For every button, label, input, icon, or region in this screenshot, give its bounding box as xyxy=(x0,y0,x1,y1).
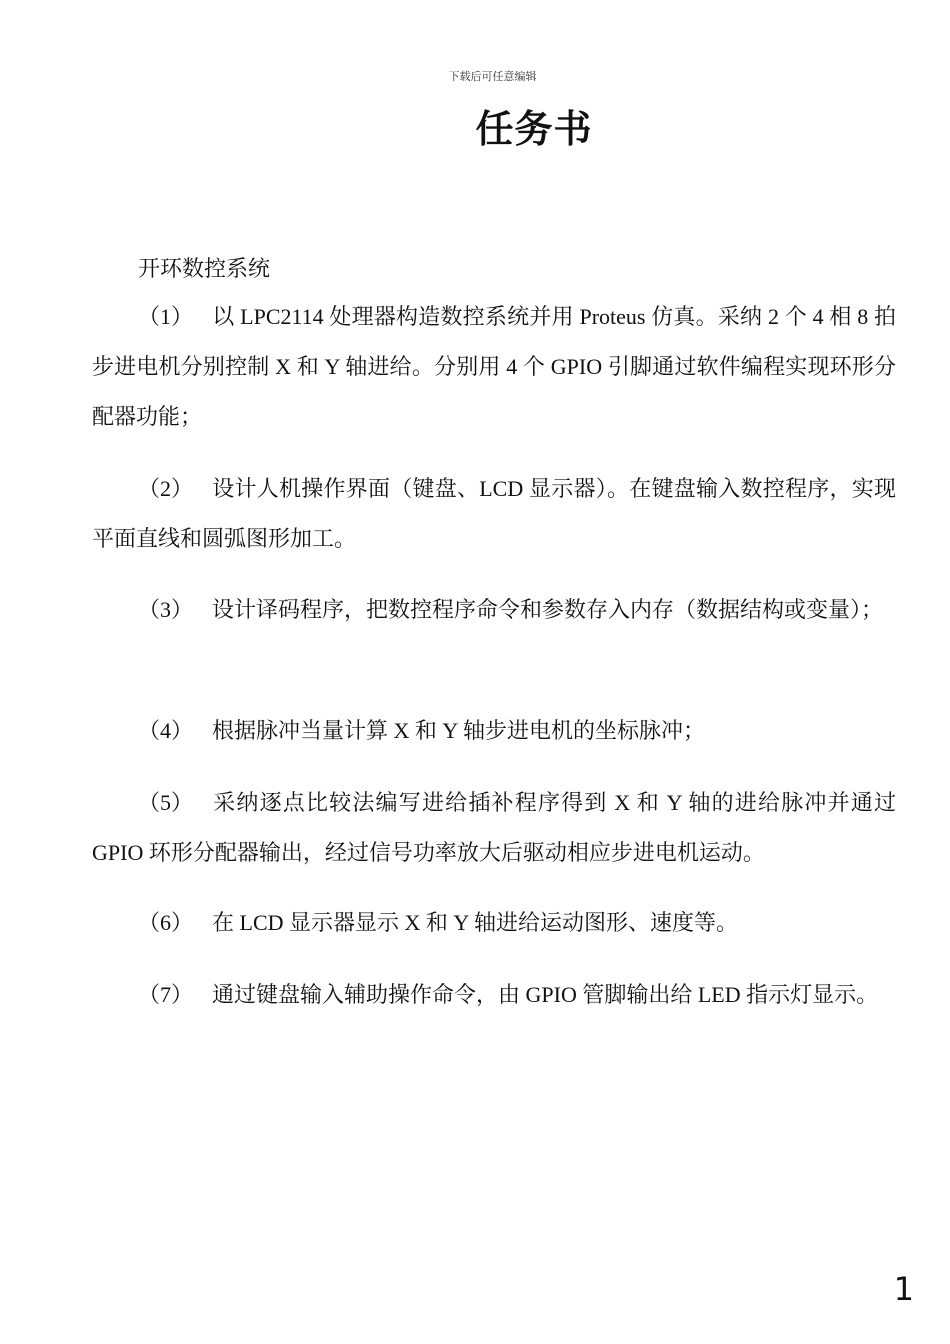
task-item-6 xyxy=(92,898,896,948)
task-text: 根据脉冲当量计算 X 和 Y 轴步进电机的坐标脉冲； xyxy=(212,718,705,743)
subject-heading: 开环数控系统 xyxy=(138,256,271,281)
task-number: （7） xyxy=(138,982,194,1007)
task-text: 采纳逐点比较法编写进给插补程序得到 X 和 Y 轴的进给脉冲并通过 GPIO 环形分配器输出，经过信号功率放大后驱动相应步进电机运动。 xyxy=(92,790,896,865)
page-number: 1 xyxy=(893,1270,914,1308)
task-text: 通过键盘输入辅助操作命令，由 GPIO 管脚输出给 LED 指示灯显示。 xyxy=(212,982,879,1007)
task-item-4 xyxy=(92,706,896,756)
task-text: 以 LPC2114 处理器构造数控系统并用 Proteus 仿真。采纳 2 个 4 相 8 拍步进电机分别控制 X 和 Y 轴进给。分别用 4 个 GPIO 引脚通过软件编程实现环形分配器功能； xyxy=(92,304,896,429)
task-item-2 xyxy=(92,464,896,564)
header-note: 下载后可任意编辑 xyxy=(448,70,537,83)
task-number: （5） xyxy=(138,790,194,815)
task-item-5 xyxy=(92,778,896,878)
task-text: 在 LCD 显示器显示 X 和 Y 轴进给运动图形、速度等。 xyxy=(212,910,738,935)
task-item-3 xyxy=(92,585,896,635)
task-text: 设计人机操作界面（键盘、LCD 显示器）。在键盘输入数控程序，实现平面直线和圆弧图形加工。 xyxy=(92,476,896,551)
task-item-7 xyxy=(92,970,896,1020)
task-number: （1） xyxy=(138,304,194,329)
page-title: 任务书 xyxy=(475,107,593,151)
task-number: （3） xyxy=(138,597,194,622)
task-text: 设计译码程序，把数控程序命令和参数存入内存（数据结构或变量）； xyxy=(212,597,884,622)
task-item-1 xyxy=(92,292,896,442)
task-number: （2） xyxy=(138,476,194,501)
task-number: （4） xyxy=(138,718,194,743)
task-number: （6） xyxy=(138,910,194,935)
